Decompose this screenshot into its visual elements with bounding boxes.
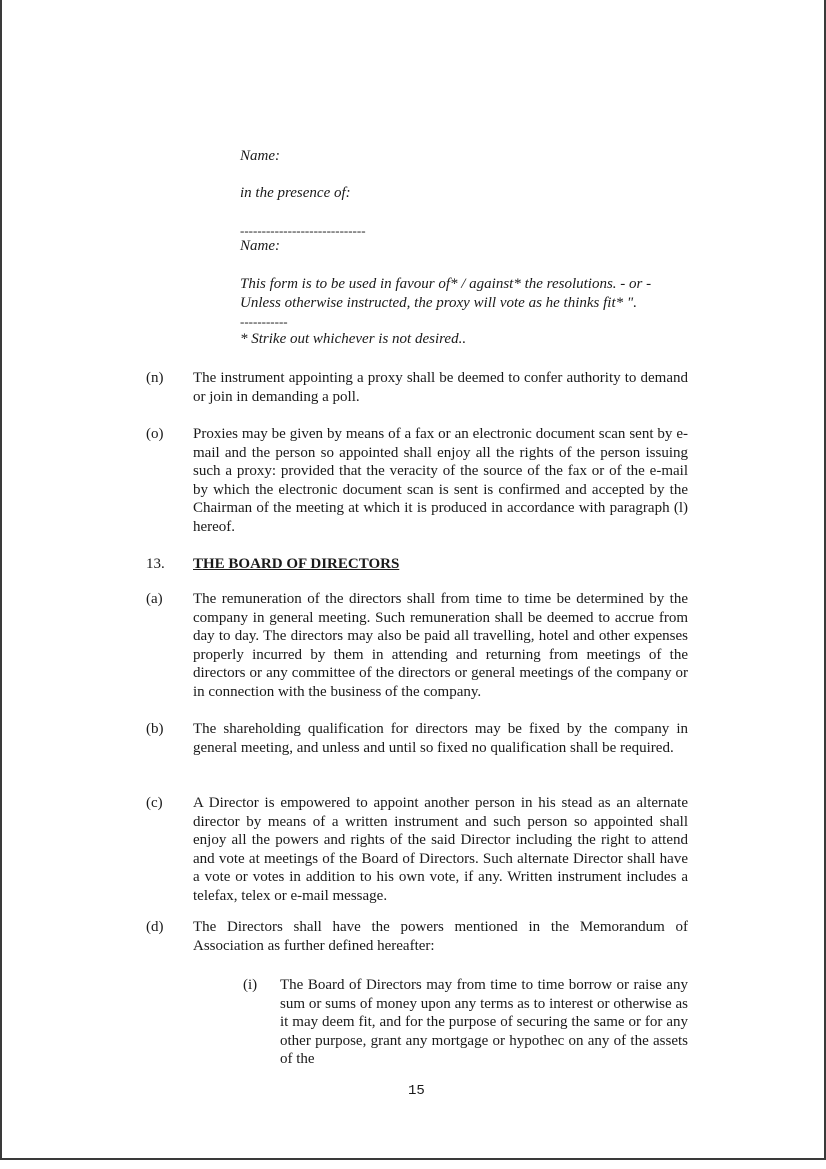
paragraph-text: Proxies may be given by means of a fax or an electronic document scan sent by e-mail and the person so appointed shall enjoy all the rights of the person issuing such a proxy: provided that the veracity of the source of the fax or of the e-mail by which the electronic document scan is sent is confirmed and accepted by the Chairman of the meeting at which it is produced in accordance with paragraph (l) hereof.	[193, 426, 688, 535]
form-note-line-1: This form is to be used in favour of* / against* the resolutions. - or -	[240, 276, 652, 292]
name-label-1: Name:	[240, 148, 280, 164]
presence-label: in the presence of:	[240, 185, 351, 201]
paragraph-label: (a)	[146, 591, 163, 607]
paragraph-text: The remuneration of the directors shall from time to time be determined by the company in general meeting. Such remuneration shall be deemed to accrue from day to day. The directors may also be paid all travelling, hotel and other expenses properly incurred by them in attending and returning from meetings of the directors or any committee of the directors or general meetings of the company or in connection with the business of the company.	[193, 591, 688, 700]
page-edge-bottom	[0, 1158, 826, 1160]
paragraph-text: The Directors shall have the powers mentioned in the Memorandum of Association as further defined hereafter:	[193, 919, 688, 954]
paragraph-label: (o)	[146, 426, 164, 442]
paragraph-label: (d)	[146, 919, 164, 935]
subparagraph-text: The Board of Directors may from time to time borrow or raise any sum or sums of money upon any terms as to interest or otherwise as it may deem fit, and for the purpose of securing the same or for any other purpose, grant any mortgage or hypothec on any of the assets of the	[280, 977, 688, 1068]
section-title: THE BOARD OF DIRECTORS	[193, 556, 400, 572]
paragraph-text: A Director is empowered to appoint another person in his stead as an alternate director by means of a written instrument and such person so appointed shall enjoy all the powers and rights of the said Director including the right to attend and vote at meetings of the Board of Directors. Such alternate Director shall have a vote or votes in addition to his own vote, if any. Written instrument includes a telefax, telex or e-mail message.	[193, 795, 688, 904]
footnote-dash-line: -----------	[240, 314, 288, 329]
paragraph-text: The shareholding qualification for directors may be fixed by the company in general meeting, and unless and until so fixed no qualification shall be required.	[193, 721, 688, 756]
paragraph-label: (c)	[146, 795, 163, 811]
page-edge-left	[0, 0, 2, 1160]
paragraph-label: (b)	[146, 721, 164, 737]
paragraph-label: (n)	[146, 370, 164, 386]
form-note-line-2: Unless otherwise instructed, the proxy will vote as he thinks fit* ".	[240, 295, 637, 311]
name-label-2: Name:	[240, 238, 280, 254]
strike-out-footnote: * Strike out whichever is not desired..	[240, 331, 467, 347]
signature-dash-line: -----------------------------	[240, 223, 366, 238]
section-number: 13.	[146, 556, 165, 572]
page-number: 15	[408, 1083, 425, 1099]
subparagraph-label: (i)	[243, 977, 258, 993]
paragraph-text: The instrument appointing a proxy shall be deemed to confer authority to demand or join in demanding a poll.	[193, 370, 688, 405]
